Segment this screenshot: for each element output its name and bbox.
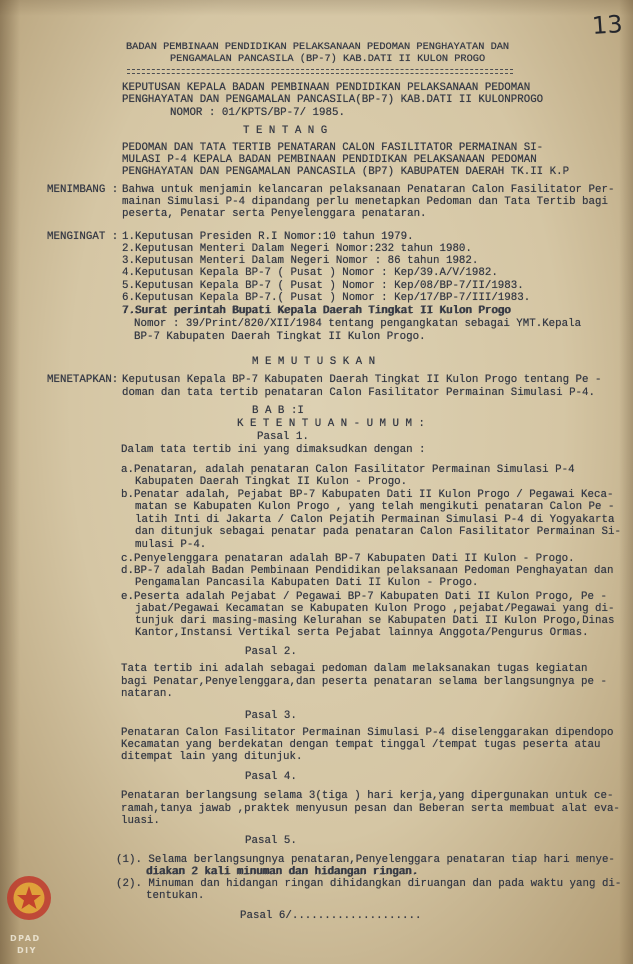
- definition-continuation: Kabupaten Daerah Tingkat II Kulon - Progo.: [135, 476, 408, 488]
- definition-continuation: Pengamalan Pancasila Kabupaten Dati II Kulon - Progo.: [135, 577, 479, 589]
- pasal-heading: Pasal 4.: [245, 771, 297, 783]
- menetapkan-label: MENETAPKAN:: [47, 374, 119, 386]
- mengingat-item: 2.Keputusan Menteri Dalam Negeri Nomor:232 tahun 1980.: [122, 243, 472, 255]
- bab-heading: B A B :I: [252, 405, 304, 417]
- header-double-rule: [127, 69, 513, 74]
- mengingat-item: 6.Keputusan Kepala BP-7.( Pusat ) Nomor : Kep/17/BP-7/III/1983.: [122, 292, 531, 304]
- definition-continuation: latih Inti di Jakarta / Calon Pejatih Permainan Simulasi P-4 di Yogyakarta: [135, 514, 615, 526]
- memutuskan-heading: M E M U T U S K A N: [252, 356, 376, 368]
- definition-item: e.Peserta adalah Pejabat / Pegawai BP-7 Kabupaten Dati II Kulon Progo, Pe -: [121, 591, 607, 603]
- tentang-heading: T E N T A N G: [243, 125, 328, 137]
- definition-continuation: Kantor,Instansi Vertikal serta Pejabat lainnya Anggota/Pengurus Ormas.: [135, 627, 589, 639]
- pasal-line: nataran.: [121, 688, 173, 700]
- definition-item: d.BP-7 adalah Badan Pembinaan Pendidikan pelaksanaan Pedoman Penghayatan dan: [121, 565, 614, 577]
- definition-item: a.Penataran, adalah penataran Calon Fasilitator Permainan Simulasi P-4: [121, 464, 575, 476]
- definition-continuation: mulasi P-4.: [135, 539, 207, 551]
- mengingat-item: 1.Keputusan Presiden R.I Nomor:10 tahun 1979.: [122, 231, 414, 243]
- mengingat-item: 4.Keputusan Kepala BP-7 ( Pusat ) Nomor : Kep/39.A/V/1982.: [122, 267, 498, 279]
- pasal-heading: Pasal 1.: [257, 431, 309, 443]
- menetapkan-line: doman dan tata tertib penataran Calon Fasilitator Permainan Simulasi P-4.: [122, 387, 595, 399]
- pasal-heading: Pasal 5.: [245, 835, 297, 847]
- handwritten-page-number: 13: [591, 9, 624, 41]
- subject-line: MULASI P-4 KEPALA BADAN PEMBINAAN PENDIDIKAN PELAKSANAAN PEDOMAN: [122, 154, 537, 166]
- definition-continuation: matan se Kabupaten Kulon Progo , yang telah mengikuti penataran Calon Pe -: [135, 501, 615, 513]
- subject-line: PEDOMAN DAN TATA TERTIB PENATARAN CALON FASILITATOR PERMAINAN SI-: [122, 142, 544, 154]
- mengingat-item: 5.Keputusan Kepala BP-7 ( Pusat ) Nomor : Kep/08/BP-7/II/1983.: [122, 280, 524, 292]
- next-page-continuation: Pasal 6/....................: [240, 910, 422, 922]
- bab-title: K E T E N T U A N - U M U M :: [237, 418, 425, 430]
- pasal-line: bagi Penatar,Penyelenggara,dan peserta penataran selama berlangsungnya pe -: [121, 676, 607, 688]
- dpad-diy-seal-logo: [5, 874, 53, 922]
- watermark-region-text: DIY: [17, 946, 37, 955]
- menimbang-label: MENIMBANG :: [47, 184, 119, 196]
- numbered-clause: (1). Selama berlangsungnya penataran,Penyelenggara penataran tiap hari menye-: [116, 854, 615, 866]
- pasal-line: luasi.: [121, 815, 160, 827]
- definition-item: b.Penatar adalah, Pejabat BP-7 Kabupaten Dati II Kulon Progo / Pegawai Keca-: [121, 489, 614, 501]
- pasal-line: ramah,tanya jawab ,praktek menyusun pesan dan Beberan serta membuat alat eva-: [121, 803, 620, 815]
- pasal-line: ditempat lain yang ditunjuk.: [121, 751, 303, 763]
- subject-line: PENGHAYATAN DAN PENGAMALAN PANCASILA (BP7) KABUPATEN DAERAH TK.II K.P: [122, 166, 570, 178]
- numbered-clause-continuation: tentukan.: [146, 890, 205, 902]
- pasal-heading: Pasal 2.: [245, 646, 297, 658]
- mengingat-item-continuation: BP-7 Kabupaten Daerah Tingkat II Kulon Progo.: [134, 331, 426, 343]
- pasal-line: Kecamatan yang berdekatan dengan tempat tinggal /tempat tugas peserta atau: [121, 739, 601, 751]
- pasal-heading: Pasal 3.: [245, 710, 297, 722]
- menimbang-line: Bahwa untuk menjamin kelancaran pelaksanaan Penataran Calon Fasilitator Per-: [122, 184, 615, 196]
- mengingat-item-continuation: Nomor : 39/Print/820/XII/1984 tentang pengangkatan sebagai YMT.Kepala: [134, 318, 582, 330]
- mengingat-item: 7.Surat perintah Bupati Kepala Daerah Tingkat II Kulon Progo: [122, 305, 511, 317]
- pasal-line: Penataran berlangsung selama 3(tiga ) hari kerja,yang dipergunakan untuk ce-: [121, 790, 614, 802]
- mengingat-item: 3.Keputusan Menteri Dalam Negeri Nomor : 86 tahun 1982.: [122, 255, 479, 267]
- watermark-org-text: DPAD: [10, 934, 41, 943]
- mengingat-label: MENGINGAT :: [47, 231, 119, 243]
- menimbang-line: mainan Simulasi P-4 dipandang perlu menetapkan Pedoman dan Tata Tertib bagi: [122, 196, 608, 208]
- pasal-line: Tata tertib ini adalah sebagai pedoman dalam melaksanakan tugas kegiatan: [121, 663, 588, 675]
- definition-continuation: dan ditunjuk sebagai penatar pada penataran Calon Fasilitator Permainan Si-: [135, 526, 621, 538]
- decree-number: NOMOR : 01/KPTS/BP-7/ 1985.: [170, 107, 345, 119]
- pasal-intro-line: Dalam tata tertib ini yang dimaksudkan dengan :: [121, 444, 426, 456]
- agency-name-line: PENGAMALAN PANCASILA (BP-7) KAB.DATI II KULON PROGO: [170, 53, 486, 65]
- decree-title-line: PENGHAYATAN DAN PENGAMALAN PANCASILA(BP-7) KAB.DATI II KULONPROGO: [122, 94, 544, 106]
- definition-continuation: tunjuk dari masing-masing Kelurahan se Kabupaten Dati II Kulon Progo,Dinas: [135, 615, 615, 627]
- decree-title-line: KEPUTUSAN KEPALA BADAN PEMBINAAN PENDIDIKAN PELAKSANAAN PEDOMAN: [122, 82, 531, 94]
- menimbang-line: peserta, Penatar serta Penyelenggara penataran.: [122, 208, 427, 220]
- numbered-clause: (2). Minuman dan hidangan ringan dihidangkan diruangan dan pada waktu yang di-: [116, 878, 622, 890]
- pasal-line: Penataran Calon Fasilitator Permainan Simulasi P-4 diselenggarakan dipendopo: [121, 727, 614, 739]
- numbered-clause-continuation: diakan 2 kali minuman dan hidangan ringan.: [146, 866, 419, 878]
- agency-name-line: BADAN PEMBINAAN PENDIDIKAN PELAKSANAAN PEDOMAN PENGHAYATAN DAN: [126, 41, 510, 53]
- definition-item: c.Penyelenggara penataran adalah BP-7 Kabupaten Dati II Kulon - Progo.: [121, 553, 575, 565]
- definition-continuation: jabat/Pegawai Kecamatan se Kabupaten Kulon Progo ,pejabat/Pegawai yang di-: [135, 603, 615, 615]
- menetapkan-line: Keputusan Kepala BP-7 Kabupaten Daerah Tingkat II Kulon Progo tentang Pe -: [122, 374, 602, 386]
